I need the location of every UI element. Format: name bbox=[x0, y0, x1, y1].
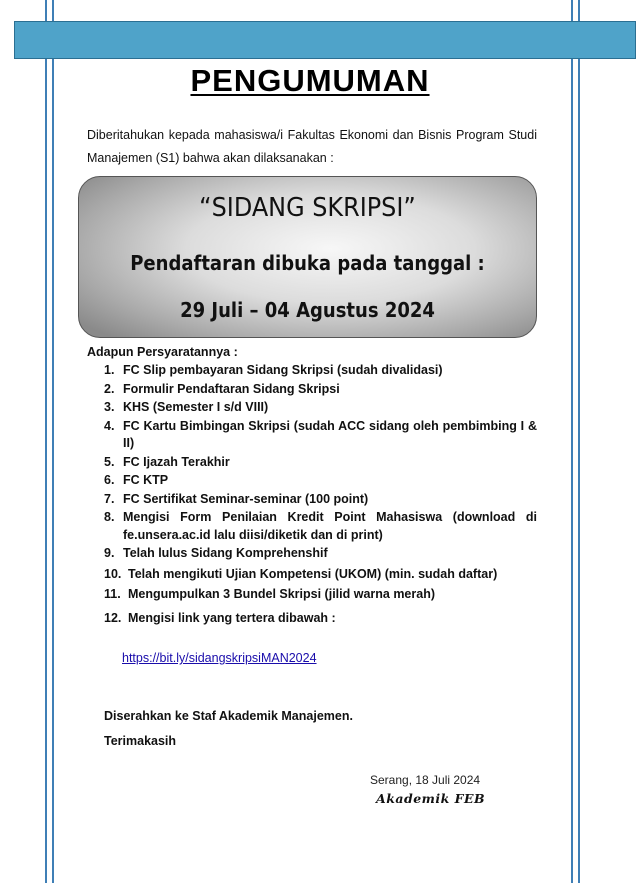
item-text: FC Slip pembayaran Sidang Skripsi (sudah divalidasi) bbox=[123, 363, 443, 377]
item-number: 2. bbox=[104, 381, 115, 396]
item-number: 3. bbox=[104, 400, 115, 414]
item-text: FC Ijazah Terakhir bbox=[123, 454, 230, 469]
item-number: 10. bbox=[104, 566, 122, 581]
item-text: FC Sertifikat Seminar-seminar (100 point) bbox=[123, 491, 369, 506]
list-item bbox=[104, 491, 537, 509]
list-item bbox=[104, 610, 537, 628]
place-date: Serang, 18 Juli 2024 bbox=[370, 773, 481, 787]
requirements-list bbox=[104, 362, 537, 627]
banner-registration-label: Pendaftaran dibuka pada tanggal : bbox=[130, 251, 485, 275]
requirements-heading: Adapun Persyaratannya : bbox=[87, 345, 238, 359]
list-item bbox=[104, 381, 537, 399]
item-text: Telah mengikuti Ujian Kompetensi (UKOM) (min. sudah daftar) bbox=[128, 566, 498, 581]
page-title: PENGUMUMAN bbox=[190, 63, 430, 98]
header-bar bbox=[14, 21, 636, 59]
banner-title: “SIDANG SKRIPSI” bbox=[199, 193, 416, 223]
list-item bbox=[104, 399, 537, 417]
intro-text: Diberitahukan kepada mahasiswa/i Fakultas Ekonomi dan Bisnis Program Studi Manajemen (S1) bahwa akan dilaksanakan : bbox=[87, 128, 537, 165]
item-number: 4. bbox=[104, 418, 115, 433]
item-text: FC Kartu Bimbingan Skripsi (sudah ACC sidang oleh pembimbing I & II) bbox=[123, 418, 537, 450]
list-item bbox=[104, 509, 537, 544]
item-text: Mengisi link yang tertera dibawah : bbox=[128, 610, 336, 625]
signature: Akademik FEB bbox=[376, 791, 486, 806]
item-number: 11. bbox=[104, 587, 121, 601]
list-item bbox=[104, 545, 537, 563]
item-number: 8. bbox=[104, 510, 115, 524]
event-banner bbox=[78, 176, 537, 338]
item-number: 5. bbox=[104, 454, 115, 469]
list-item bbox=[104, 566, 537, 584]
closing-text: Diserahkan ke Staf Akademik Manajemen. bbox=[104, 709, 353, 723]
item-text: FC KTP bbox=[123, 473, 169, 487]
border-line-right-outer bbox=[578, 0, 580, 883]
item-number: 6. bbox=[104, 473, 115, 487]
list-item bbox=[104, 472, 537, 490]
item-text: Formulir Pendaftaran Sidang Skripsi bbox=[123, 381, 340, 396]
list-item bbox=[104, 418, 537, 453]
border-line-left-inner bbox=[52, 0, 54, 883]
border-line-right-inner bbox=[571, 0, 573, 883]
list-item bbox=[104, 362, 537, 380]
item-number: 9. bbox=[104, 546, 115, 560]
item-number: 1. bbox=[104, 363, 115, 377]
item-text: Telah lulus Sidang Komprehenshif bbox=[123, 546, 328, 560]
item-number: 7. bbox=[104, 491, 115, 506]
list-item bbox=[104, 454, 537, 472]
banner-registration-dates: 29 Juli – 04 Agustus 2024 bbox=[180, 298, 435, 322]
list-item bbox=[104, 586, 537, 604]
border-line-left-outer bbox=[45, 0, 47, 883]
item-text: KHS (Semester I s/d VIII) bbox=[123, 400, 269, 414]
item-text: Mengumpulkan 3 Bundel Skripsi (jilid warna merah) bbox=[128, 587, 436, 601]
item-text: Mengisi Form Penilaian Kredit Point Mahasiswa (download di fe.unsera.ac.id lalu diisi/diketik dan di print) bbox=[123, 510, 537, 542]
item-number: 12. bbox=[104, 610, 122, 625]
thanks-text: Terimakasih bbox=[104, 734, 177, 748]
registration-link[interactable]: https://bit.ly/sidangskripsiMAN2024 bbox=[122, 651, 317, 665]
